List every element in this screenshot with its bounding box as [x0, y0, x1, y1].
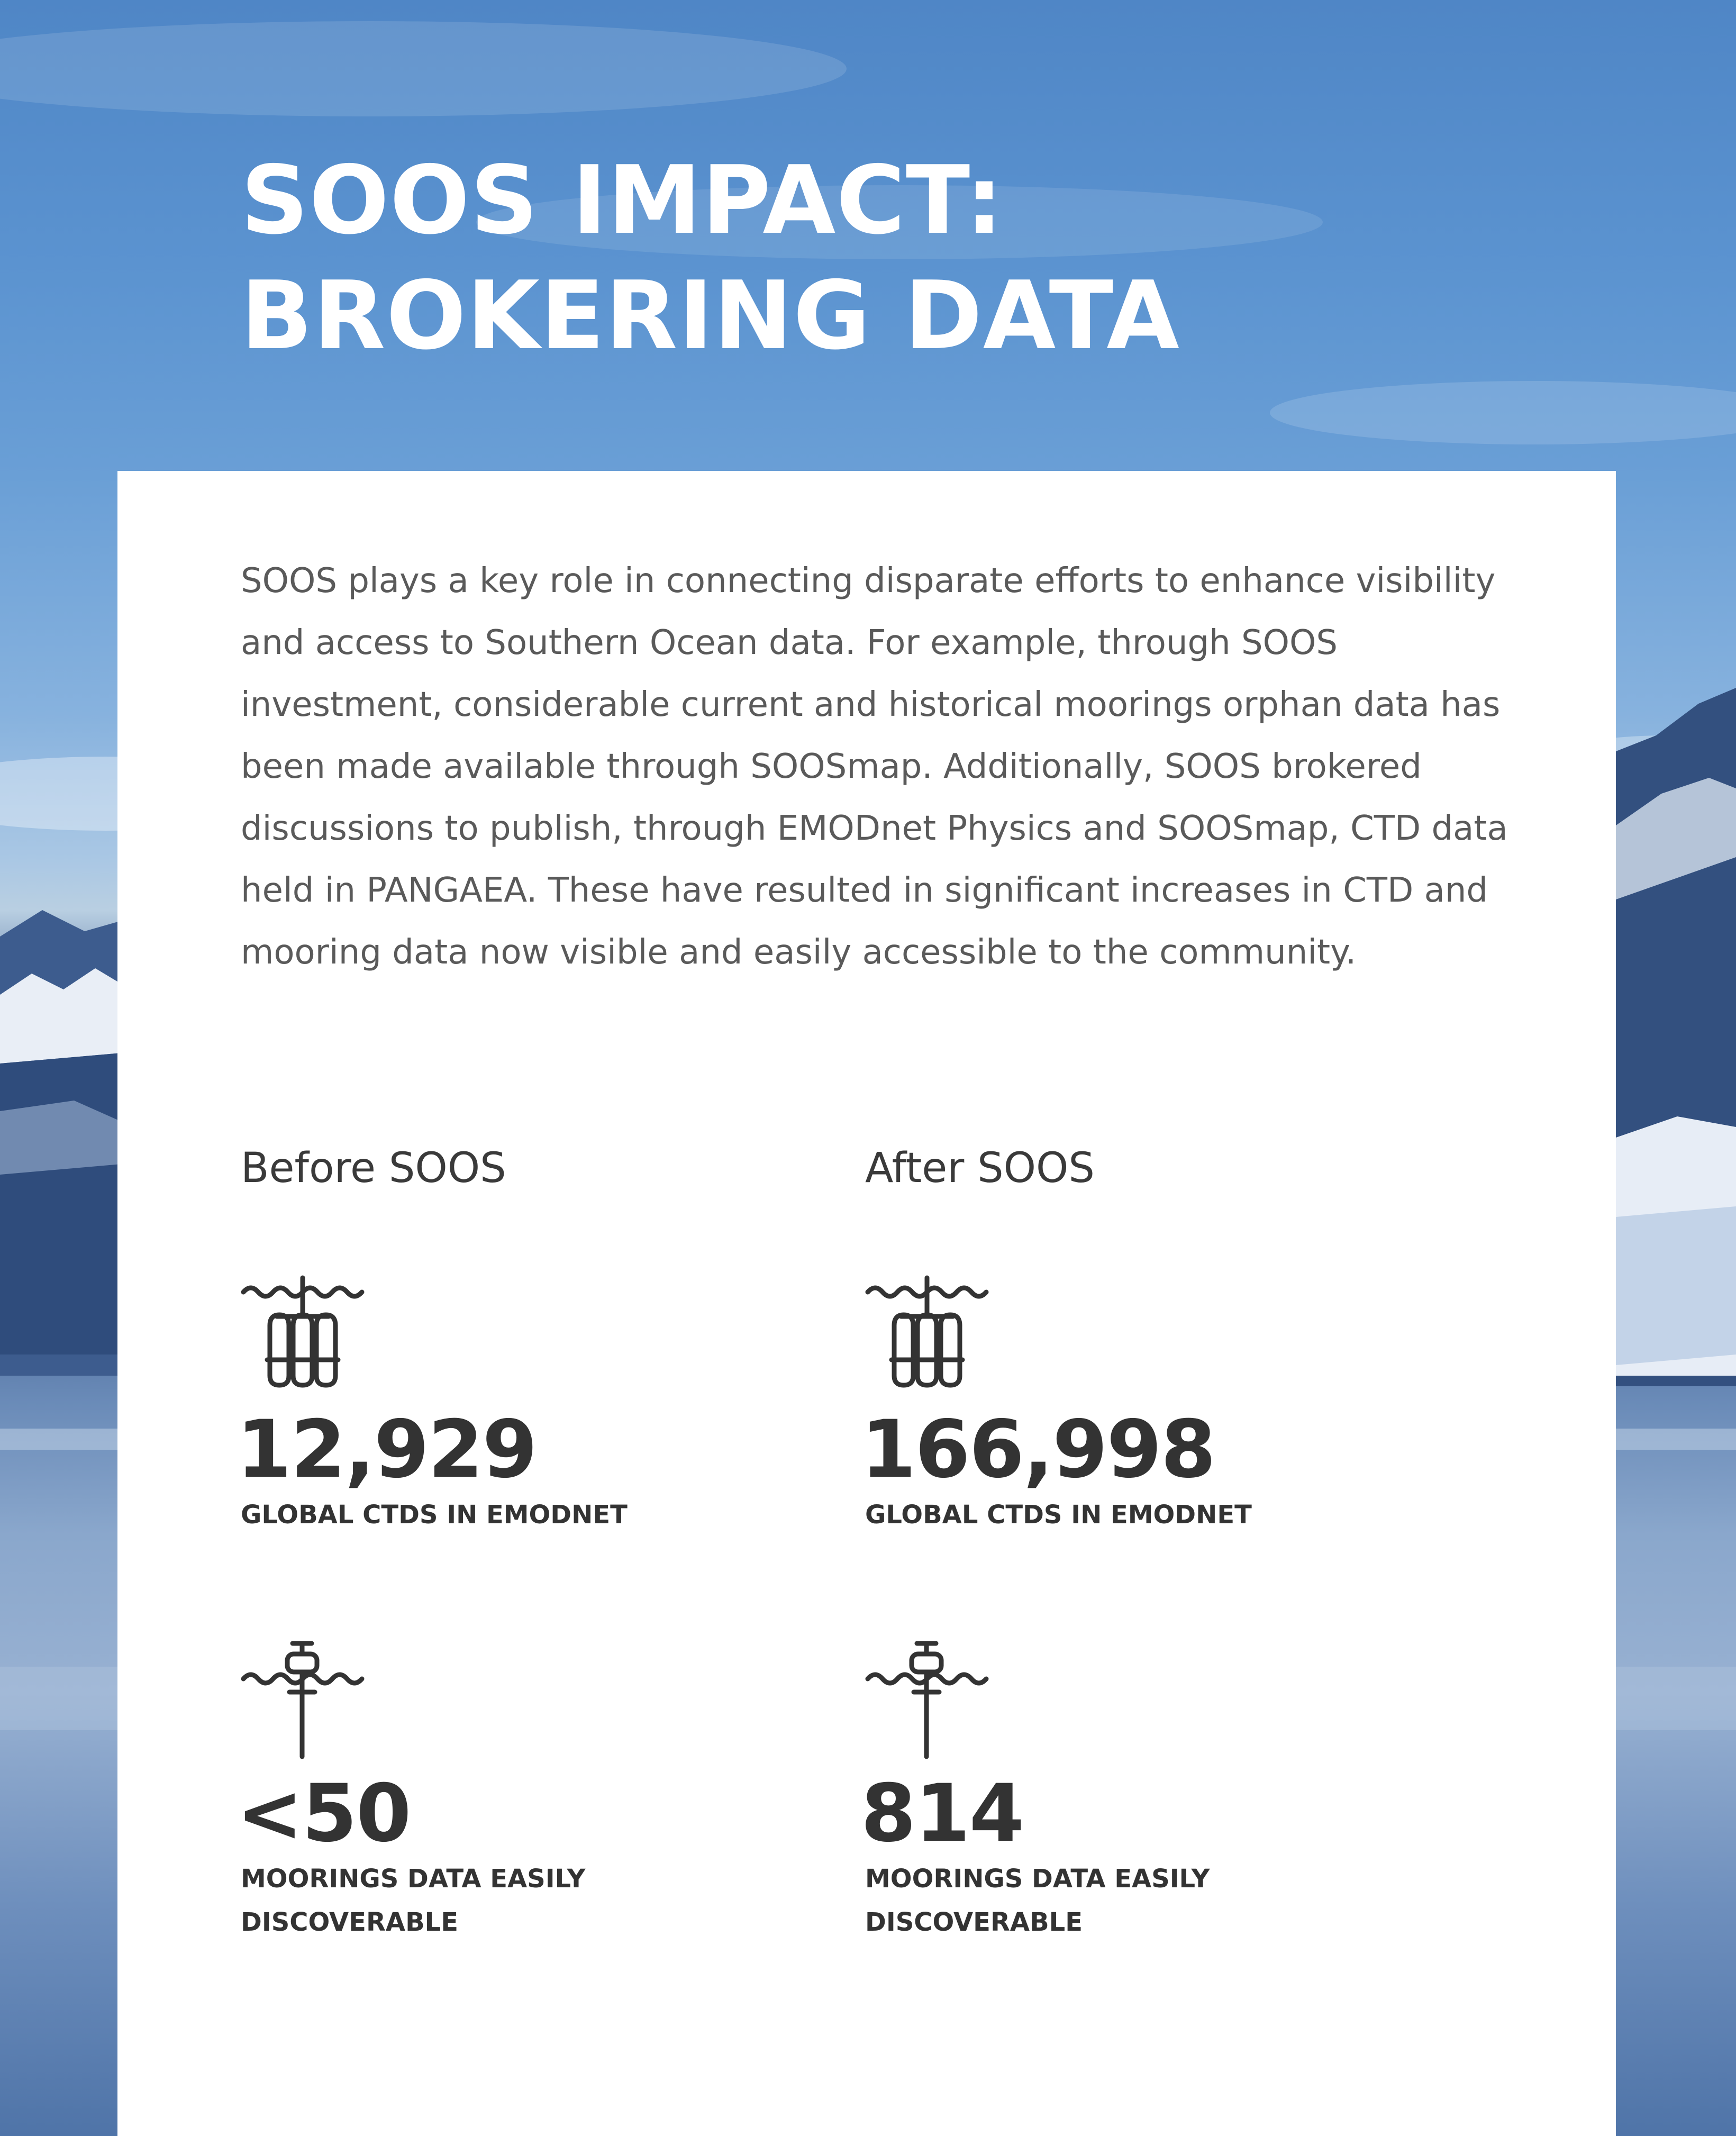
before-ctd-label: GLOBAL CTDS IN EMODNET: [241, 1500, 628, 1530]
mooring-buoy-icon: [241, 1639, 368, 1761]
before-heading: Before SOOS: [241, 1144, 506, 1192]
ctd-rosette-icon: [865, 1275, 992, 1397]
intro-paragraph: SOOS plays a key role in connecting disparate efforts to enhance visibility and access to Southern Ocean data. For example, through SOOS investment, considerable current and historical moorings orphan data has been made available through SOOSmap. Additionally, SOOS brokered discussions to publish, through EMODnet Physics and SOOSmap, CTD data held in PANGAEA. These have resulted in significant increases in CTD and mooring data now visible and easily accessible to the community.: [241, 561, 1508, 972]
page-title: [241, 143, 1180, 374]
before-moorings-label: MOORINGS DATA EASILY DISCOVERABLE: [241, 1864, 586, 1937]
after-ctd-value: 166,998: [861, 1404, 1215, 1496]
before-ctd-value: 12,929: [237, 1404, 537, 1496]
before-moorings-value: <50: [237, 1768, 411, 1860]
page-title-line-2: BROKERING DATA: [241, 261, 1180, 370]
after-heading: After SOOS: [865, 1144, 1095, 1192]
after-moorings-value: 814: [861, 1768, 1024, 1860]
after-ctd-label: GLOBAL CTDS IN EMODNET: [865, 1500, 1252, 1530]
mooring-buoy-icon: [865, 1639, 992, 1761]
after-moorings-label: MOORINGS DATA EASILY DISCOVERABLE: [865, 1864, 1210, 1937]
ctd-rosette-icon: [241, 1275, 368, 1397]
content-card: [117, 471, 1616, 2136]
page-title-line-1: SOOS IMPACT:: [241, 146, 1004, 255]
